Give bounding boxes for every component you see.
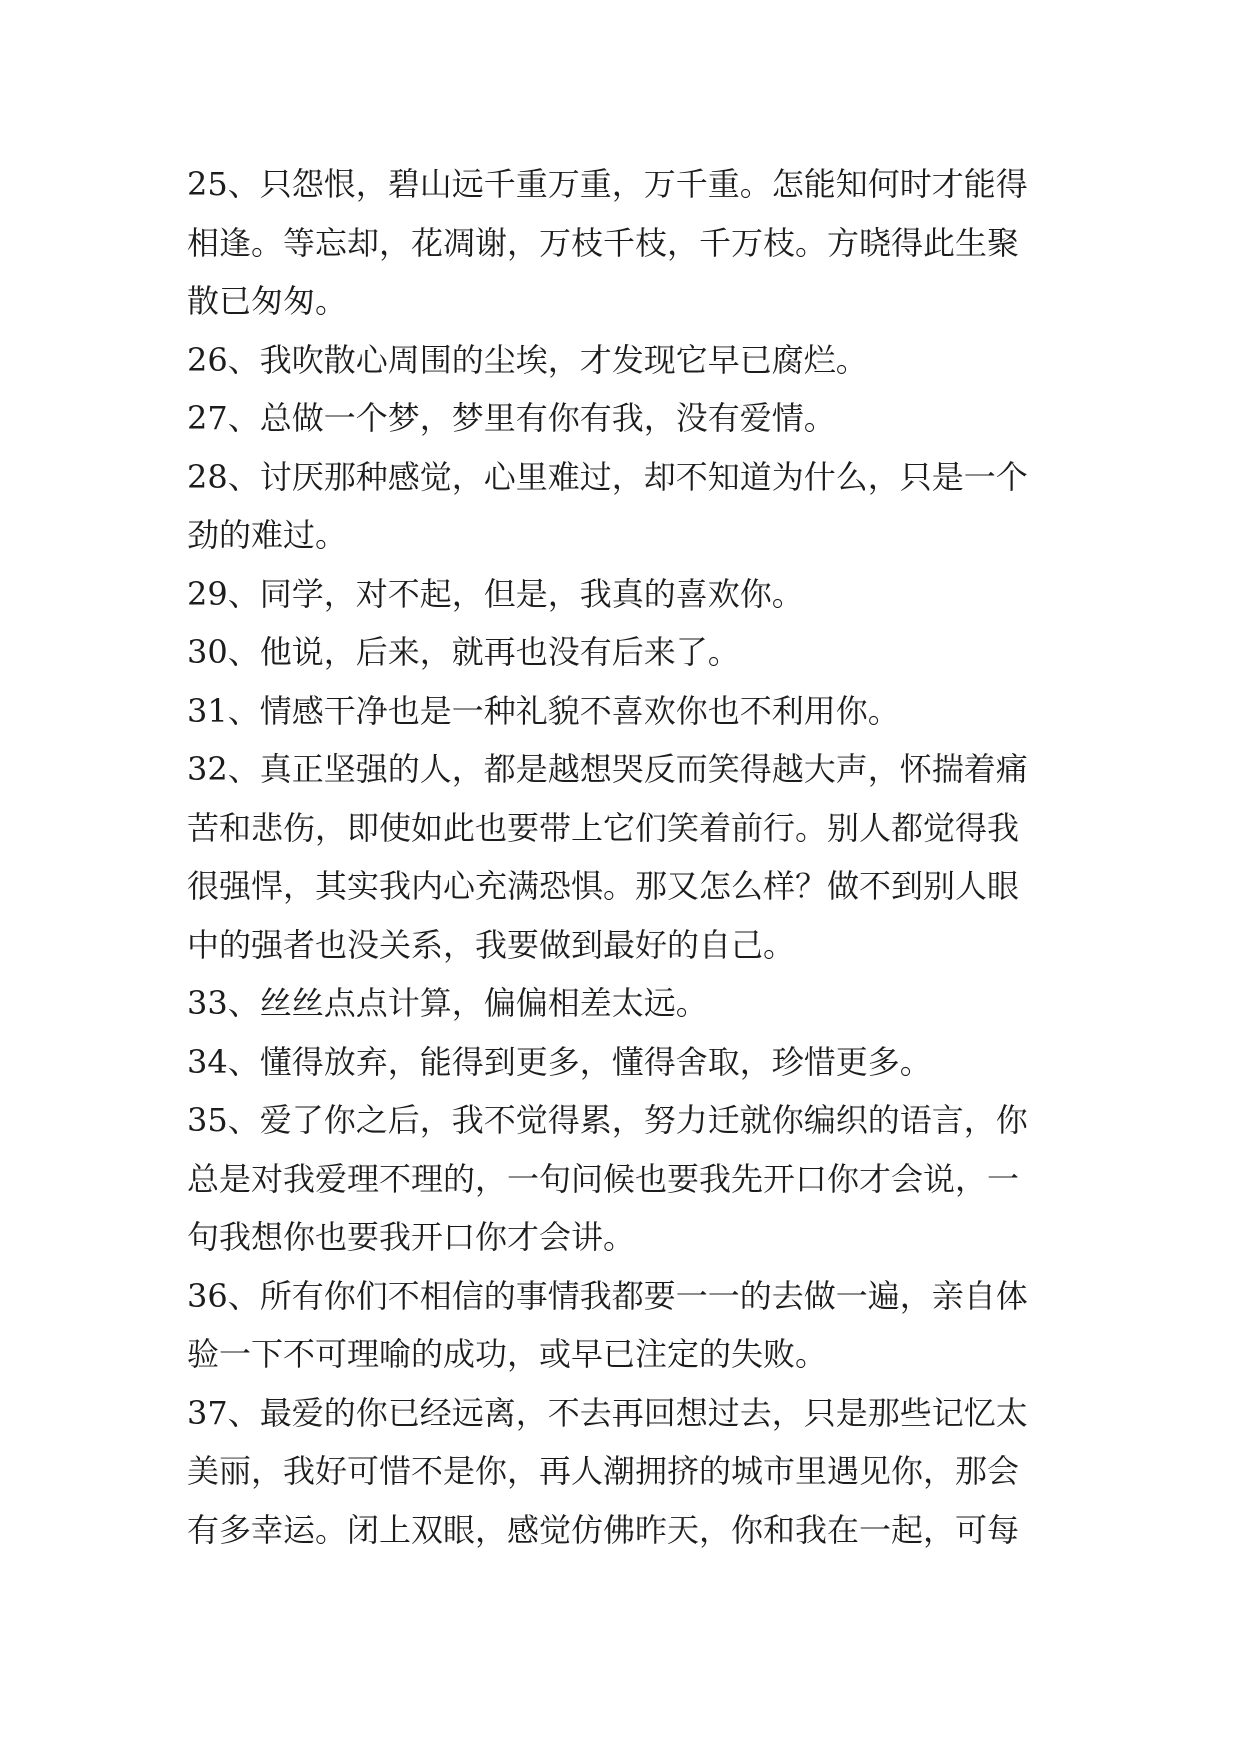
text-line: 35、爱了你之后，我不觉得累，努力迁就你编织的语言，你	[187, 1101, 1028, 1139]
text-line: 相逢。等忘却，花凋谢，万枝千枝，千万枝。方晓得此生聚	[187, 223, 1020, 262]
text-line: 中的强者也没关系，我要做到最好的自己。	[187, 925, 796, 964]
text-line: 总是对我爱理不理的，一句问候也要我先开口你才会说，一	[187, 1159, 1020, 1198]
text-line: 很强悍，其实我内心充满恐惧。那又怎么样？做不到别人眼	[187, 867, 1020, 905]
text-line: 苦和悲伤，即使如此也要带上它们笑着前行。别人都觉得我	[187, 808, 1020, 847]
text-line: 33、丝丝点点计算，偏偏相差太远。	[187, 984, 708, 1022]
text-line: 劲的难过。	[187, 516, 348, 554]
text-line: 37、最爱的你已经远离，不去再回想过去，只是那些记忆太	[187, 1393, 1028, 1432]
text-line: 27、总做一个梦，梦里有你有我，没有爱情。	[187, 399, 836, 437]
text-line: 25、只怨恨，碧山远千重万重，万千重。怎能知何时才能得	[187, 165, 1028, 203]
text-line: 美丽，我好可惜不是你，再人潮拥挤的城市里遇见你，那会	[187, 1452, 1020, 1490]
text-line: 句我想你也要我开口你才会讲。	[187, 1218, 636, 1256]
text-line: 30、他说，后来，就再也没有后来了。	[187, 633, 740, 671]
text-line: 29、同学，对不起，但是，我真的喜欢你。	[187, 574, 804, 613]
text-line: 36、所有你们不相信的事情我都要一一的去做一遍，亲自体	[187, 1276, 1028, 1315]
text-line: 34、懂得放弃，能得到更多，懂得舍取，珍惜更多。	[187, 1042, 932, 1081]
text-line: 31、情感干净也是一种礼貌不喜欢你也不利用你。	[187, 691, 900, 730]
text-line: 26、我吹散心周围的尘埃，才发现它早已腐烂。	[187, 340, 868, 379]
text-line: 28、讨厌那种感觉，心里难过，却不知道为什么，只是一个	[187, 457, 1028, 496]
text-line: 32、真正坚强的人，都是越想哭反而笑得越大声，怀揣着痛	[187, 750, 1028, 788]
text-line: 有多幸运。闭上双眼，感觉仿佛昨天，你和我在一起，可每	[187, 1510, 1020, 1549]
text-line: 散已匆匆。	[187, 282, 348, 320]
text-line: 验一下不可理喻的成功，或早已注定的失败。	[187, 1335, 828, 1373]
document-body	[187, 155, 1057, 1559]
